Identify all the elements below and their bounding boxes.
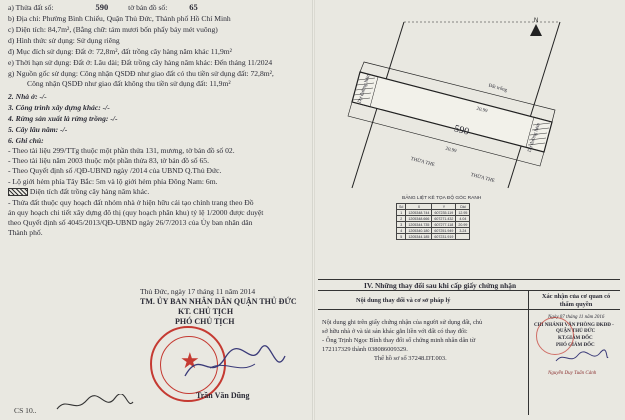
note-6: - Thửa đất thuộc quy hoạch đất nhóm nhà ở hiện hữu cải tạo chỉnh trang theo Đồ (8, 198, 254, 207)
map-dim-top: 20.99 (475, 106, 488, 115)
change-entry-line: Nội dung ghi trên giấy chứng nhận của người sử dụng đất, chủ (322, 319, 483, 326)
forest-line: 4. Rừng sản xuất là rừng trồng: -/- (8, 114, 118, 123)
address: b) Địa chỉ: Phường Bình Chiểu, Quận Thủ Đức, Thành phố Hồ Chí Minh (8, 14, 231, 23)
official-seal-icon: ★ (150, 326, 226, 402)
coord-header-cell: Số (397, 204, 406, 210)
coord-cell (456, 234, 470, 240)
coord-header-cell: Dài (456, 204, 470, 210)
coord-cell: 1205344.735 (406, 222, 432, 228)
coord-cell: 3.24 (456, 228, 470, 234)
serial-number: CS 10.. (14, 406, 37, 415)
note-3: - Theo Quyết định số /QĐ-UBND ngày /2014 của UBND Q.Thủ Đức. (8, 166, 222, 175)
hatch-legend-swatch (8, 188, 28, 196)
house-line: 2. Nhà ở: -/- (8, 92, 47, 101)
coord-cell: 607277.118 (432, 222, 456, 228)
coord-cell: 607251.949 (432, 228, 456, 234)
note-8: theo Quyết định số 4045/2013/QĐ-UBND ngày 26/7/2013 của Ủy ban nhân dân (8, 218, 253, 227)
coord-cell: 4.04 (456, 216, 470, 222)
changes-section (318, 279, 620, 415)
coord-cell: 3 (397, 222, 406, 228)
coord-table-title: BẢNG LIỆT KÊ TỌA ĐỘ GÓC RANH (402, 196, 482, 201)
signature-icon (180, 338, 290, 388)
handwritten-serial-icon (55, 394, 135, 416)
land-purpose: đ) Mục đích sử dụng: Đất ở: 72,8m², đất trồng cây hàng năm khác 11,9m² (8, 47, 232, 56)
coord-cell: 4 (397, 228, 406, 234)
map-road-top: Đất trống (487, 83, 508, 94)
coord-cell: 1205344.185 (406, 234, 432, 240)
change-entry-line: 172117329 thành 038086009329. (322, 346, 408, 353)
coord-cell: 12.95 (456, 210, 470, 216)
coord-table (396, 203, 470, 240)
changes-col1-header: Nội dung thay đổi và cơ sở pháp lý (356, 297, 451, 304)
coord-cell: 607271.432 (432, 216, 456, 222)
svg-text:N: N (534, 18, 539, 24)
parcel-row: a) Thửa đất số: 590 tờ bản đồ số: 65 (8, 2, 198, 12)
map-side-left: Dự đường hẻm (357, 73, 372, 105)
issue-date: Thủ Đức, ngày 17 tháng 11 năm 2014 (140, 287, 256, 296)
kt-title: KT. CHỦ TỊCH (178, 307, 234, 316)
confirm-office: CHI NHÁNH VĂN PHÒNG ĐKĐĐ - (534, 323, 614, 328)
land-origin: g) Nguồn gốc sử dụng: Công nhận QSDĐ như giao đất có thu tiền sử dụng đất: 72,8m², (8, 69, 274, 78)
changes-col2-header: Xác nhận của cơ quan có thẩm quyền (541, 293, 611, 308)
area: c) Diện tích: 84,7m², (Bằng chữ: tám mươi bốn phẩy bảy mét vuông) (8, 25, 218, 34)
confirm-deputy: PHÓ GIÁM ĐỐC (556, 343, 595, 348)
coord-cell: 20.99 (456, 222, 470, 228)
change-entry-line: sở hữu nhà ở và tài sản khác gắn liền với đất có thay đổi: (322, 328, 468, 335)
confirm-signature-icon (554, 349, 610, 367)
land-origin-cont: Công nhận QSDĐ như giao đất không thu tiền sử dụng đất: 11,9m² (27, 79, 231, 88)
note-7: án quy hoạch chi tiết xây dựng đô thị (quy hoạch phân khu) tỷ lệ 1/2000 được duyệt (8, 208, 264, 217)
signer-name: Trần Văn Dũng (196, 391, 250, 400)
coord-cell: 1205348.666 (406, 216, 432, 222)
changes-title: IV. Những thay đổi sau khi cấp giấy chứng nhận (364, 281, 517, 290)
map-label-right: THỬA THE (469, 172, 496, 185)
construction-line: 3. Công trình xây dựng khác: -/- (8, 103, 110, 112)
change-entry-line: Thể hồ sơ số 37248.DT.003. (374, 355, 447, 362)
table-row (397, 234, 470, 240)
use-form: d) Hình thức sử dụng: Sử dụng riêng (8, 36, 120, 45)
page-fold (312, 0, 315, 420)
coord-header-cell: X (406, 204, 432, 210)
parcel-map (330, 10, 562, 196)
issuing-authority: TM. ỦY BAN NHÂN DÂN QUẬN THỦ ĐỨC (140, 297, 297, 306)
coord-cell: 607235.119 (432, 210, 456, 216)
vice-chair-title: PHÓ CHỦ TỊCH (175, 317, 235, 326)
coord-cell: 5 (397, 234, 406, 240)
note-9: Thành phố. (8, 228, 43, 237)
changes-header-divider (318, 309, 620, 310)
notes-title: 6. Ghi chú: (8, 136, 44, 145)
confirm-kt: KT.GIÁM ĐỐC (558, 336, 593, 341)
coord-cell: 1205340.180 (406, 228, 432, 234)
map-dim-bottom: 20.99 (444, 146, 457, 155)
note-5: Diện tích đất trồng cây hàng năm khác. (8, 187, 149, 196)
note-4: - Lộ giới hẻm phía Tây Bắc: 5m và lộ giới hẻm phía Đông Nam: 6m. (8, 177, 218, 186)
map-side-right: Dự đường hẻm (527, 122, 542, 154)
confirm-officer: Nguyễn Duy Tuấn Cảnh (548, 371, 597, 376)
coord-cell: 1205348.744 (406, 210, 432, 216)
note-1: - Theo tài liệu 299/TTg thuộc một phần thửa 131, mương, tờ bản đồ số 02. (8, 146, 235, 155)
land-term: e) Thời hạn sử dụng: Đất ở: Lâu dài; Đất trồng cây hàng năm khác: Đến tháng 11/2024 (8, 58, 273, 67)
coord-header-cell: Y (432, 204, 456, 210)
confirm-date: Ngày 07 tháng 11 năm 2016 (548, 315, 605, 320)
change-entry-line: - Ông Trịnh Ngọc Bình thay đổi số chứng minh nhân dân từ (322, 337, 476, 344)
map-parcel-number: 590 (452, 123, 471, 138)
confirm-district: QUẬN THỦ ĐỨC (556, 329, 596, 334)
map-label-left: THỬA THE (409, 156, 436, 169)
coord-cell: 2 (397, 216, 406, 222)
perennial-line: 5. Cây lâu năm: -/- (8, 125, 68, 134)
coord-cell: 607231.919 (432, 234, 456, 240)
note-2: - Theo tài liệu năm 2003 thuộc một phần thửa 83, tờ bản đồ số 65. (8, 156, 209, 165)
coord-cell: 1 (397, 210, 406, 216)
